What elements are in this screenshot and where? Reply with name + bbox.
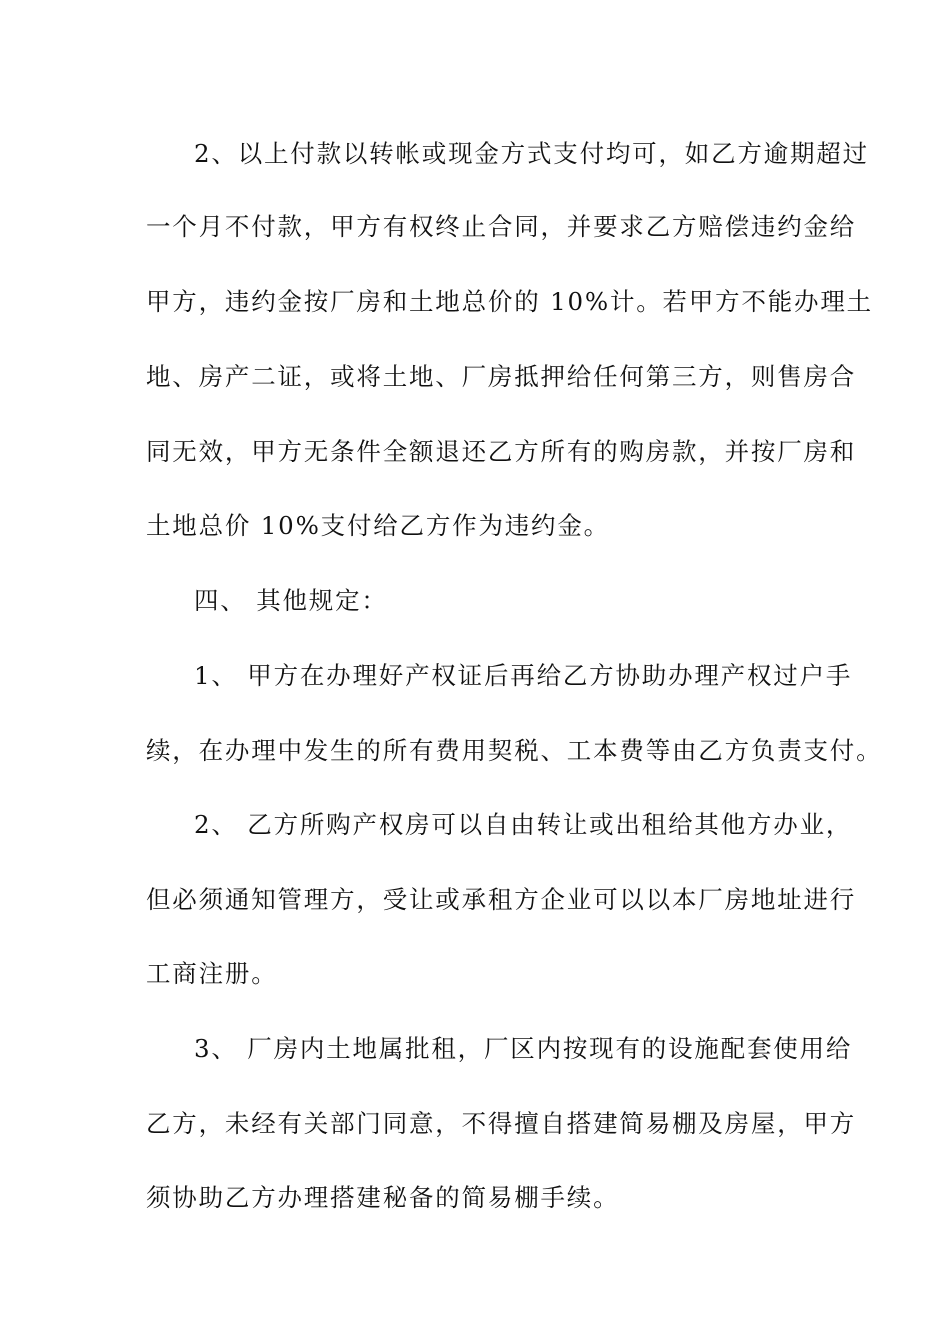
clause-3-line-2: 乙方，未经有关部门同意，不得擅自搭建简易棚及房屋，甲方 [146, 1109, 857, 1138]
paragraph-2-line-6: 土地总价 10%支付给乙方作为违约金。 [146, 511, 610, 540]
clause-3-line-3: 须协助乙方办理搭建秘备的简易棚手续。 [146, 1183, 620, 1212]
clause-1-line-2: 续，在办理中发生的所有费用契税、工本费等由乙方负责支付。 [146, 736, 883, 765]
paragraph-2-line-4: 地、房产二证，或将土地、厂房抵押给任何第三方，则售房合 [146, 362, 857, 391]
clause-2-line-3: 工商注册。 [146, 959, 278, 988]
clause-3-line-1: 3、 厂房内土地属批租，厂区内按现有的设施配套使用给 [194, 1034, 853, 1063]
paragraph-2-line-5: 同无效，甲方无条件全额退还乙方所有的购房款，并按厂房和 [146, 437, 857, 466]
paragraph-2-line-1: 2、以上付款以转帐或现金方式支付均可，如乙方逾期超过 [194, 139, 869, 168]
paragraph-2-line-3: 甲方，违约金按厂房和土地总价的 10%计。若甲方不能办理土 [146, 287, 873, 316]
clause-1-line-1: 1、 甲方在办理好产权证后再给乙方协助办理产权过户手 [194, 661, 853, 690]
clause-2-line-2: 但必须通知管理方，受让或承租方企业可以以本厂房地址进行 [146, 885, 857, 914]
clause-2-line-1: 2、 乙方所购产权房可以自由转让或出租给其他方办业， [194, 810, 853, 839]
paragraph-2-line-2: 一个月不付款，甲方有权终止合同，并要求乙方赔偿违约金给 [146, 212, 857, 241]
section-heading-other-provisions: 四、 其他规定： [194, 586, 388, 615]
